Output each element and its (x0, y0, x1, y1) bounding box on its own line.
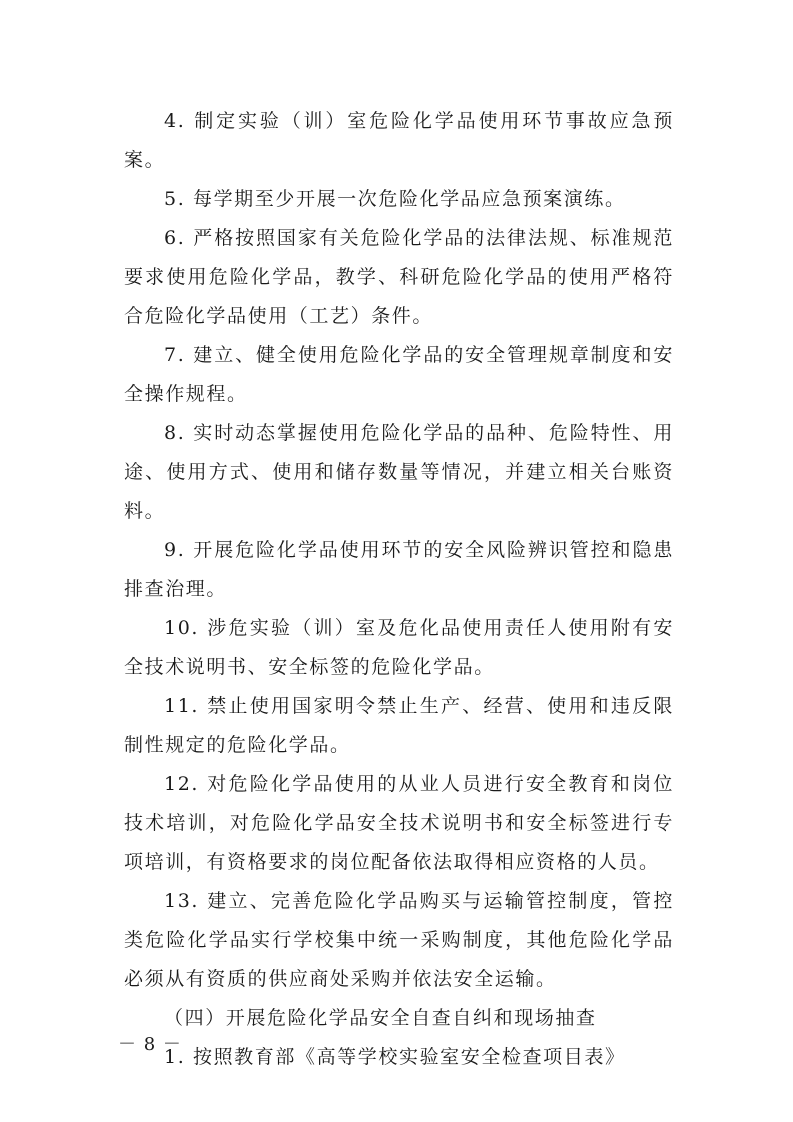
paragraph-item-4: 4. 制定实验（训）室危险化学品使用环节事故应急预案。 (124, 110, 674, 171)
paragraph-item-12: 12. 对危险化学品使用的从业人员进行安全教育和岗位技术培训，对危险化学品安全技术说明书和安全标签进行专项培训，有资格要求的岗位配备依法取得相应资格的人员。 (124, 773, 674, 873)
section-heading: （四）开展危险化学品安全自查自纠和现场抽查 (164, 1007, 597, 1029)
paragraph-item-6: 6. 严格按照国家有关危险化学品的法律法规、标准规范要求使用危险化学品，教学、科研危险化学品的使用严格符合危险化学品使用（工艺）条件。 (124, 227, 674, 327)
paragraph-item-10: 10. 涉危实验（训）室及危化品使用责任人使用附有安全技术说明书、安全标签的危险化学品。 (124, 617, 674, 678)
paragraph-item-11: 11. 禁止使用国家明令禁止生产、经营、使用和违反限制性规定的危险化学品。 (124, 695, 674, 756)
paragraph-item-9: 9. 开展危险化学品使用环节的安全风险辨识管控和隐患排查治理。 (124, 539, 674, 600)
document-body (124, 102, 674, 1077)
paragraph-item-7: 7. 建立、健全使用危险化学品的安全管理规章制度和安全操作规程。 (124, 344, 674, 405)
paragraph-item-5: 5. 每学期至少开展一次危险化学品应急预案演练。 (164, 188, 626, 210)
paragraph-item-8: 8. 实时动态掌握使用危险化学品的品种、危险特性、用途、使用方式、使用和储存数量等情况，并建立相关台账资料。 (124, 422, 674, 522)
page-number: － 8 － (118, 1034, 182, 1055)
paragraph-item-1: 1. 按照教育部《高等学校实验室安全检查项目表》 (164, 1046, 626, 1068)
paragraph-item-13: 13. 建立、完善危险化学品购买与运输管控制度，管控类危险化学品实行学校集中统一采购制度，其他危险化学品必须从有资质的供应商处采购并依法安全运输。 (124, 890, 674, 990)
